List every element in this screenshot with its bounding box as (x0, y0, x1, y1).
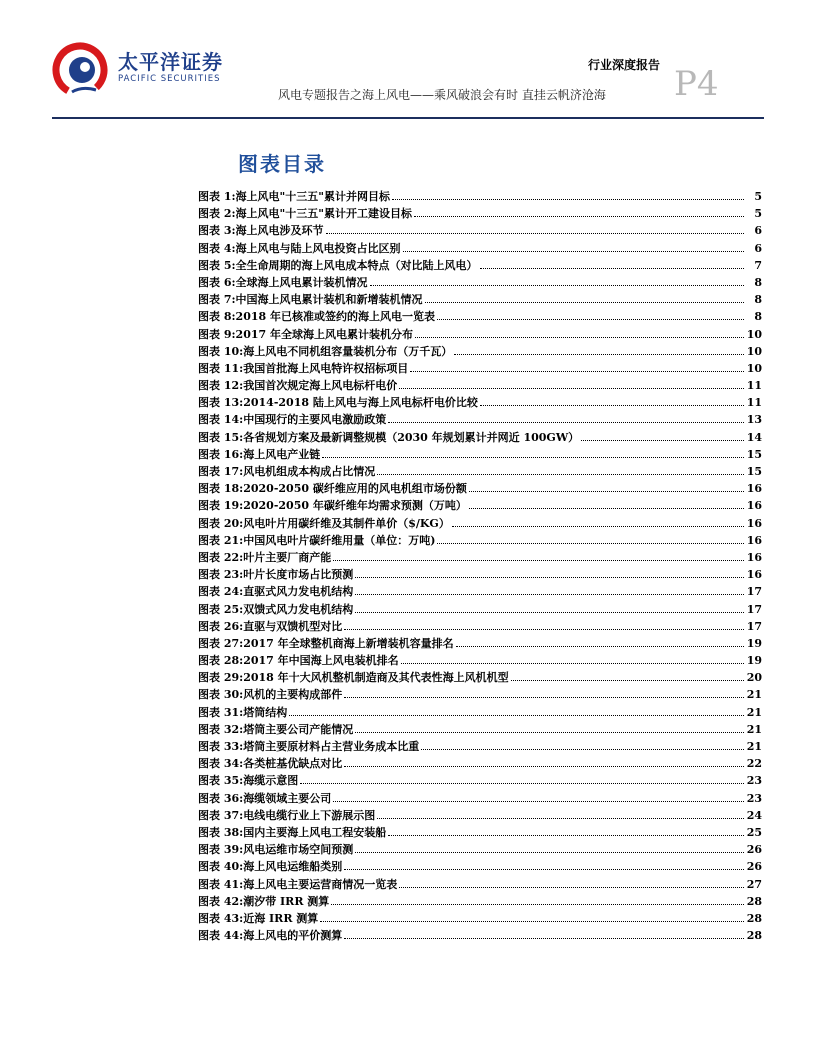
toc-entry-title: 塔筒主要原材料占主营业务成本比重 (243, 740, 420, 753)
toc-entry-page: 26 (746, 843, 762, 857)
toc-entry-title: 直驱与双馈机型对比 (243, 619, 343, 633)
toc-entry-title: 中国风电叶片碳纤维用量（单位：万吨) (243, 533, 436, 547)
toc-entry-page: 10 (746, 361, 762, 375)
toc-entry-label: 图表 20: (198, 516, 244, 530)
toc-entry-title: 2020-2050 碳纤维应用的风电机组市场份额 (243, 482, 467, 496)
toc-entry-title: 海上风电产业链 (243, 447, 321, 461)
toc-leader-dots (355, 844, 744, 853)
toc-leader-dots (355, 724, 744, 733)
toc-entry-title: 塔筒主要公司产能情况 (243, 722, 354, 736)
toc-entry-page: 26 (746, 860, 762, 874)
toc-entry-page: 21 (746, 722, 762, 736)
toc-entry-title: 2018 年十大风机整机制造商及其代表性海上风机机型 (243, 671, 509, 685)
toc-entry-page: 16 (746, 550, 762, 564)
toc-leader-dots (326, 225, 744, 234)
logo-english-name: PACIFIC SECURITIES (118, 74, 221, 84)
toc-entry[interactable] (198, 601, 762, 618)
toc-entry-page: 19 (746, 636, 762, 650)
toc-leader-dots (333, 793, 744, 802)
toc-leader-dots (452, 518, 744, 527)
toc-entry[interactable] (198, 532, 762, 549)
toc-entry-title: 2018 年已核准或签约的海上风电一览表 (235, 310, 435, 324)
toc-entry[interactable] (198, 360, 762, 377)
toc-entry-page: 16 (746, 499, 762, 513)
toc-entry-page: 20 (746, 671, 762, 685)
toc-entry[interactable] (198, 790, 762, 807)
toc-leader-dots (425, 294, 744, 303)
toc-entry-page: 16 (746, 533, 762, 547)
toc-entry-page: 10 (746, 327, 762, 341)
toc-entry-title: 海上风电与陆上风电投资占比区别 (235, 241, 401, 255)
toc-entry[interactable] (198, 497, 762, 514)
toc-leader-dots (344, 621, 744, 630)
toc-entry-page: 11 (746, 396, 762, 410)
toc-entry-label: 图表 40: (198, 860, 244, 874)
toc-entry-label: 图表 30: (198, 688, 244, 702)
toc-leader-dots (581, 432, 744, 441)
toc-entry-label: 图表 5: (198, 258, 236, 272)
toc-entry-page: 16 (746, 568, 762, 582)
toc-entry-label: 图表 3: (198, 224, 236, 238)
toc-leader-dots (344, 689, 744, 698)
toc-entry[interactable] (198, 463, 762, 480)
toc-leader-dots (401, 655, 744, 664)
toc-entry-label: 图表 8: (198, 310, 236, 324)
toc-leader-dots (403, 243, 744, 252)
toc-leader-dots (437, 311, 744, 320)
toc-entry-page: 16 (746, 516, 762, 530)
toc-entry-label: 图表 17: (198, 465, 244, 478)
toc-leader-dots (399, 879, 744, 888)
toc-leader-dots (300, 775, 744, 784)
toc-entry[interactable] (198, 652, 762, 669)
toc-entry-page: 17 (746, 585, 762, 599)
toc-entry[interactable] (198, 394, 762, 411)
toc-entry[interactable] (198, 326, 762, 343)
toc-leader-dots (344, 758, 744, 767)
toc-entry-label: 图表 27: (198, 636, 244, 650)
toc-leader-dots (410, 363, 744, 372)
toc-entry-page: 10 (746, 344, 762, 358)
toc-entry-label: 图表 21: (198, 533, 244, 547)
toc-leader-dots (331, 896, 744, 905)
toc-entry[interactable] (198, 308, 762, 325)
toc-entry-label: 图表 44: (198, 929, 244, 943)
toc-leader-dots (480, 260, 744, 269)
toc-entry-label: 图表 11: (198, 361, 244, 375)
toc-leader-dots (399, 380, 744, 389)
toc-entry[interactable] (198, 274, 762, 291)
toc-entry-title: 2014-2018 陆上风电与海上风电标杆电价比较 (243, 396, 478, 410)
toc-title: 图表目录 (238, 152, 326, 176)
toc-entry[interactable] (198, 222, 762, 239)
toc-entry[interactable] (198, 824, 762, 841)
toc-entry-label: 图表 43: (198, 911, 244, 925)
toc-entry-title: 塔筒结构 (243, 705, 288, 719)
toc-entry-title: 海缆示意图 (243, 774, 299, 788)
toc-entry-page: 23 (746, 774, 762, 788)
toc-entry-title: 2017 年中国海上风电装机排名 (243, 654, 399, 668)
toc-entry-label: 图表 15: (198, 430, 244, 444)
toc-entry-title: 2017 年全球整机商海上新增装机容量排名 (243, 636, 454, 650)
toc-entry-label: 图表 33: (198, 740, 244, 753)
toc-entry-page: 23 (746, 791, 762, 805)
toc-entry-title: 海上风电不同机组容量装机分布（万千瓦） (243, 344, 453, 358)
toc-entry-title: 风电机组成本构成占比情况 (243, 465, 376, 478)
toc-entry[interactable] (198, 343, 762, 360)
toc-leader-dots (454, 346, 744, 355)
toc-entry-label: 图表 7: (198, 293, 236, 307)
toc-entry-label: 图表 37: (198, 808, 244, 822)
toc-entry[interactable] (198, 257, 762, 274)
toc-entry-label: 图表 42: (198, 894, 244, 908)
toc-entry-label: 图表 14: (198, 413, 244, 427)
toc-entry-page: 17 (746, 602, 762, 616)
toc-entry-label: 图表 36: (198, 791, 244, 805)
toc-entry[interactable] (198, 807, 762, 824)
toc-entry-title: 全生命周期的海上风电成本特点（对比陆上风电） (235, 258, 478, 272)
toc-entry-title: 风电叶片用碳纤维及其制件单价（$/KG） (243, 516, 450, 530)
toc-entry-page: 24 (746, 808, 762, 822)
toc-entry[interactable] (198, 858, 762, 875)
toc-entry-page: 17 (746, 619, 762, 633)
page-header (0, 0, 816, 125)
toc-entry-page: 22 (746, 757, 762, 771)
toc-entry-title: 全球海上风电累计装机情况 (235, 275, 368, 289)
toc-leader-dots (456, 638, 744, 647)
toc-entry-label: 图表 35: (198, 774, 244, 788)
toc-entry-page: 28 (746, 911, 762, 925)
toc-entry-title: 海上风电"十三五"累计并网目标 (235, 190, 391, 203)
toc-entry-label: 图表 4: (198, 241, 236, 255)
figure-index-list (198, 188, 762, 944)
toc-leader-dots (355, 586, 744, 595)
toc-entry[interactable] (198, 583, 762, 600)
toc-entry-label: 图表 6: (198, 275, 236, 289)
toc-leader-dots (511, 672, 744, 681)
toc-entry[interactable] (198, 686, 762, 703)
toc-entry-label: 图表 9: (198, 327, 236, 341)
toc-entry-title: 电线电缆行业上下游展示图 (243, 808, 376, 822)
toc-leader-dots (355, 569, 744, 578)
toc-entry-title: 海上风电主要运营商情况一览表 (243, 877, 398, 891)
toc-entry[interactable] (198, 377, 762, 394)
toc-leader-dots (370, 277, 744, 286)
toc-leader-dots (388, 414, 744, 423)
toc-entry-page: 21 (746, 705, 762, 719)
toc-leader-dots (377, 466, 744, 475)
toc-entry[interactable] (198, 291, 762, 308)
toc-entry[interactable] (198, 927, 762, 944)
toc-entry-page: 21 (746, 688, 762, 702)
toc-entry-page: 16 (746, 482, 762, 496)
toc-entry-page: 28 (746, 929, 762, 943)
toc-entry-page: 8 (754, 293, 762, 307)
toc-entry-label: 图表 28: (198, 654, 244, 668)
toc-leader-dots (437, 535, 744, 544)
company-logo (52, 40, 252, 96)
toc-entry-title: 海上风电"十三五"累计开工建设目标 (235, 207, 413, 221)
toc-leader-dots (480, 397, 744, 406)
toc-leader-dots (388, 827, 744, 836)
toc-entry-page: 11 (746, 379, 762, 393)
report-subtitle: 风电专题报告之海上风电——乘风破浪会有时 直挂云帆济沧海 (278, 88, 606, 102)
toc-entry-label: 图表 34: (198, 757, 244, 771)
toc-entry-page: 13 (746, 413, 762, 427)
toc-entry-title: 风机的主要构成部件 (243, 688, 343, 702)
toc-entry-page: 15 (746, 465, 762, 478)
pacific-logo-icon (52, 40, 114, 98)
toc-entry-page: 8 (754, 275, 762, 289)
toc-entry-title: 中国海上风电累计装机和新增装机情况 (235, 293, 423, 307)
toc-leader-dots (415, 329, 744, 338)
toc-entry[interactable] (198, 669, 762, 686)
toc-entry-label: 图表 1: (198, 190, 236, 203)
toc-entry[interactable] (198, 566, 762, 583)
toc-leader-dots (414, 208, 744, 217)
toc-entry-page: 8 (754, 310, 762, 324)
toc-entry-label: 图表 39: (198, 843, 244, 857)
toc-entry-page: 6 (754, 224, 762, 238)
toc-leader-dots (320, 913, 744, 922)
toc-entry[interactable] (198, 515, 762, 532)
toc-entry-page: 6 (754, 241, 762, 255)
toc-entry-title: 海缆领域主要公司 (243, 791, 332, 805)
toc-leader-dots (289, 707, 744, 716)
toc-entry[interactable] (198, 841, 762, 858)
toc-entry-page: 28 (746, 894, 762, 908)
toc-entry[interactable] (198, 721, 762, 738)
toc-entry[interactable] (198, 893, 762, 910)
toc-leader-dots (469, 483, 744, 492)
toc-entry-title: 海上风电运维船类别 (243, 860, 343, 874)
toc-entry-page: 27 (746, 877, 762, 891)
toc-entry-label: 图表 25: (198, 602, 244, 616)
toc-leader-dots (469, 500, 744, 509)
toc-entry-title: 直驱式风力发电机结构 (243, 585, 354, 599)
toc-entry-label: 图表 38: (198, 825, 244, 839)
toc-entry-label: 图表 2: (198, 207, 236, 221)
toc-entry-label: 图表 32: (198, 722, 244, 736)
toc-entry-label: 图表 18: (198, 482, 244, 496)
toc-entry[interactable] (198, 188, 762, 205)
toc-entry-page: 7 (754, 258, 762, 272)
toc-leader-dots (333, 552, 744, 561)
toc-entry-title: 海上风电涉及环节 (235, 224, 324, 238)
logo-chinese-name: 太平洋证券 (118, 50, 223, 74)
toc-entry-title: 风电运维市场空间预测 (243, 843, 354, 857)
toc-entry-label: 图表 23: (198, 568, 244, 582)
toc-leader-dots (377, 810, 744, 819)
toc-entry[interactable] (198, 549, 762, 566)
toc-entry-title: 我国首批海上风电特许权招标项目 (243, 361, 409, 375)
toc-entry-title: 我国首次规定海上风电标杆电价 (243, 379, 398, 393)
toc-entry[interactable] (198, 738, 762, 755)
toc-entry[interactable] (198, 755, 762, 772)
toc-entry-page: 14 (746, 430, 762, 444)
toc-entry-label: 图表 12: (198, 379, 244, 393)
toc-entry-label: 图表 16: (198, 447, 244, 461)
toc-leader-dots (421, 741, 744, 750)
toc-entry-title: 双馈式风力发电机结构 (243, 602, 354, 616)
toc-entry-page: 5 (754, 207, 762, 221)
toc-leader-dots (355, 604, 744, 613)
toc-entry-page: 21 (746, 740, 762, 753)
toc-entry[interactable] (198, 480, 762, 497)
toc-entry[interactable] (198, 429, 762, 446)
toc-entry-page: 15 (746, 447, 762, 461)
toc-entry-title: 海上风电的平价测算 (243, 929, 343, 943)
toc-entry[interactable] (198, 635, 762, 652)
toc-entry-title: 叶片主要厂商产能 (243, 550, 332, 564)
header-divider (52, 117, 764, 119)
toc-entry-label: 图表 13: (198, 396, 244, 410)
toc-entry-title: 近海 IRR 测算 (243, 911, 319, 925)
toc-entry-label: 图表 29: (198, 671, 244, 685)
toc-entry[interactable] (198, 205, 762, 222)
report-type: 行业深度报告 (587, 58, 660, 72)
toc-entry-title: 2017 年全球海上风电累计装机分布 (235, 327, 413, 341)
toc-leader-dots (322, 449, 744, 458)
toc-entry[interactable] (198, 240, 762, 257)
toc-entry[interactable] (198, 704, 762, 721)
toc-entry-label: 图表 24: (198, 585, 244, 599)
toc-leader-dots (344, 861, 744, 870)
toc-entry-title: 潮汐带 IRR 测算 (243, 894, 330, 908)
toc-leader-dots (344, 930, 744, 939)
toc-entry-title: 国内主要海上风电工程安装船 (243, 825, 387, 839)
toc-entry[interactable] (198, 876, 762, 893)
toc-entry-label: 图表 19: (198, 499, 244, 513)
toc-entry[interactable] (198, 910, 762, 927)
toc-entry-page: 25 (746, 825, 762, 839)
toc-entry[interactable] (198, 446, 762, 463)
toc-entry-title: 叶片长度市场占比预测 (243, 568, 354, 582)
toc-entry[interactable] (198, 411, 762, 428)
toc-entry-label: 图表 41: (198, 877, 244, 891)
toc-entry-label: 图表 31: (198, 705, 244, 719)
toc-entry-title: 各类桩基优缺点对比 (243, 757, 343, 771)
toc-entry-page: 19 (746, 654, 762, 668)
toc-entry[interactable] (198, 772, 762, 789)
toc-leader-dots (392, 191, 744, 200)
toc-entry-title: 2020-2050 年碳纤维年均需求预测（万吨） (243, 499, 467, 513)
page-number: P4 (674, 64, 719, 104)
toc-entry-label: 图表 10: (198, 344, 244, 358)
toc-entry-title: 各省规划方案及最新调整规模（2030 年规划累计并网近 100GW） (243, 430, 580, 444)
toc-entry[interactable] (198, 618, 762, 635)
toc-entry-page: 5 (754, 190, 762, 203)
toc-entry-label: 图表 26: (198, 619, 244, 633)
toc-entry-title: 中国现行的主要风电激励政策 (243, 413, 387, 427)
toc-entry-label: 图表 22: (198, 550, 244, 564)
